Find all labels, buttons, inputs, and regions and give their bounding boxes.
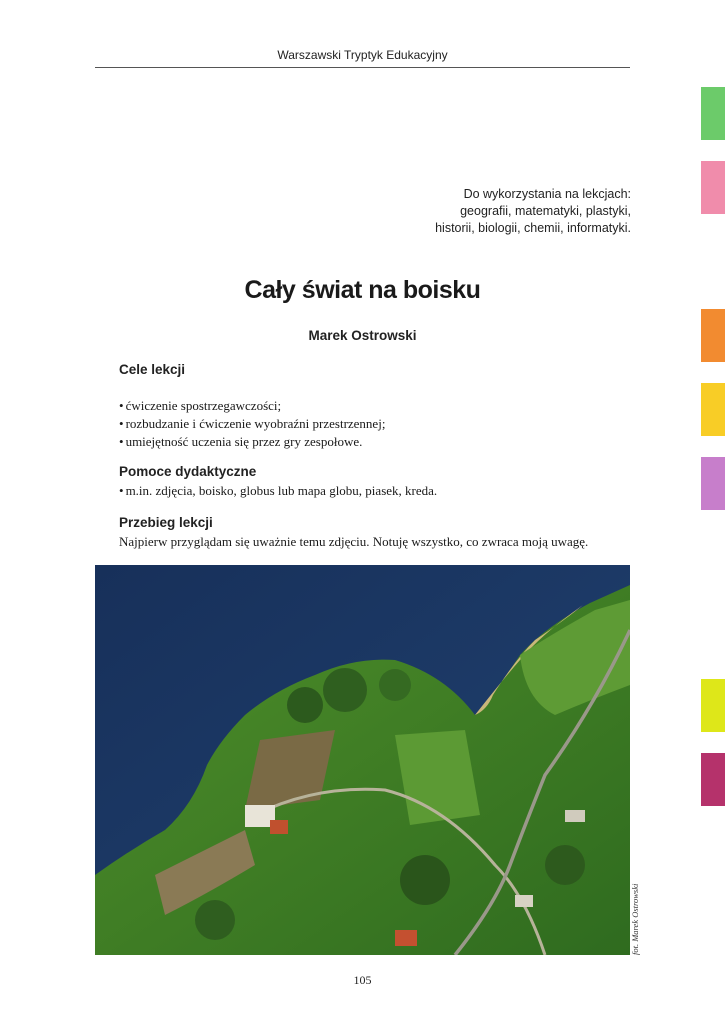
tree-cluster bbox=[323, 668, 367, 712]
page-title: Cały świat na boisku bbox=[244, 276, 481, 304]
building bbox=[565, 810, 585, 822]
list-item: • m.in. zdjęcia, boisko, globus lub mapa globu, piasek, kreda. bbox=[119, 482, 437, 500]
course-paragraph: Najpierw przyglądam się uważnie temu zdjęciu. Notuję wszystko, co zwraca moją uwagę. bbox=[119, 534, 589, 549]
building-red-roof bbox=[395, 930, 417, 946]
side-tab-orange bbox=[701, 309, 725, 362]
building bbox=[515, 895, 533, 907]
side-tab-lime bbox=[701, 679, 725, 732]
side-tab-magenta bbox=[701, 753, 725, 806]
usage-line: Do wykorzystania na lekcjach: bbox=[463, 187, 631, 201]
author-name: Marek Ostrowski bbox=[308, 328, 417, 343]
tree-cluster bbox=[379, 669, 411, 701]
usage-line: geografii, matematyki, plastyki, bbox=[460, 204, 631, 218]
aerial-photo bbox=[95, 565, 630, 955]
page-number: 105 bbox=[353, 973, 372, 987]
list-item: • ćwiczenie spostrzegawczości; bbox=[119, 397, 385, 415]
usage-line: historii, biologii, chemii, informatyki. bbox=[435, 221, 631, 235]
tree-cluster bbox=[195, 900, 235, 940]
tree-cluster bbox=[545, 845, 585, 885]
list-item: • umiejętność uczenia się przez gry zespołowe. bbox=[119, 433, 385, 451]
tree-cluster bbox=[287, 687, 323, 723]
side-tab-yellow bbox=[701, 383, 725, 436]
field bbox=[395, 730, 480, 825]
building-red-roof bbox=[270, 820, 288, 834]
photo-credit: fot. Marek Ostrowski bbox=[630, 883, 640, 955]
header-rule bbox=[95, 67, 630, 68]
side-tab-green bbox=[701, 87, 725, 140]
goals-heading: Cele lekcji bbox=[119, 362, 186, 377]
running-header: Warszawski Tryptyk Edukacyjny bbox=[277, 48, 448, 62]
usage-note bbox=[311, 186, 631, 237]
goals-list bbox=[119, 397, 385, 451]
side-tab-pink bbox=[701, 161, 725, 214]
side-tab-violet bbox=[701, 457, 725, 510]
tree-cluster bbox=[400, 855, 450, 905]
list-item: • rozbudzanie i ćwiczenie wyobraźni przestrzennej; bbox=[119, 415, 385, 433]
aids-list bbox=[119, 482, 437, 500]
course-heading: Przebieg lekcji bbox=[119, 515, 213, 530]
aids-heading: Pomoce dydaktyczne bbox=[119, 464, 257, 479]
